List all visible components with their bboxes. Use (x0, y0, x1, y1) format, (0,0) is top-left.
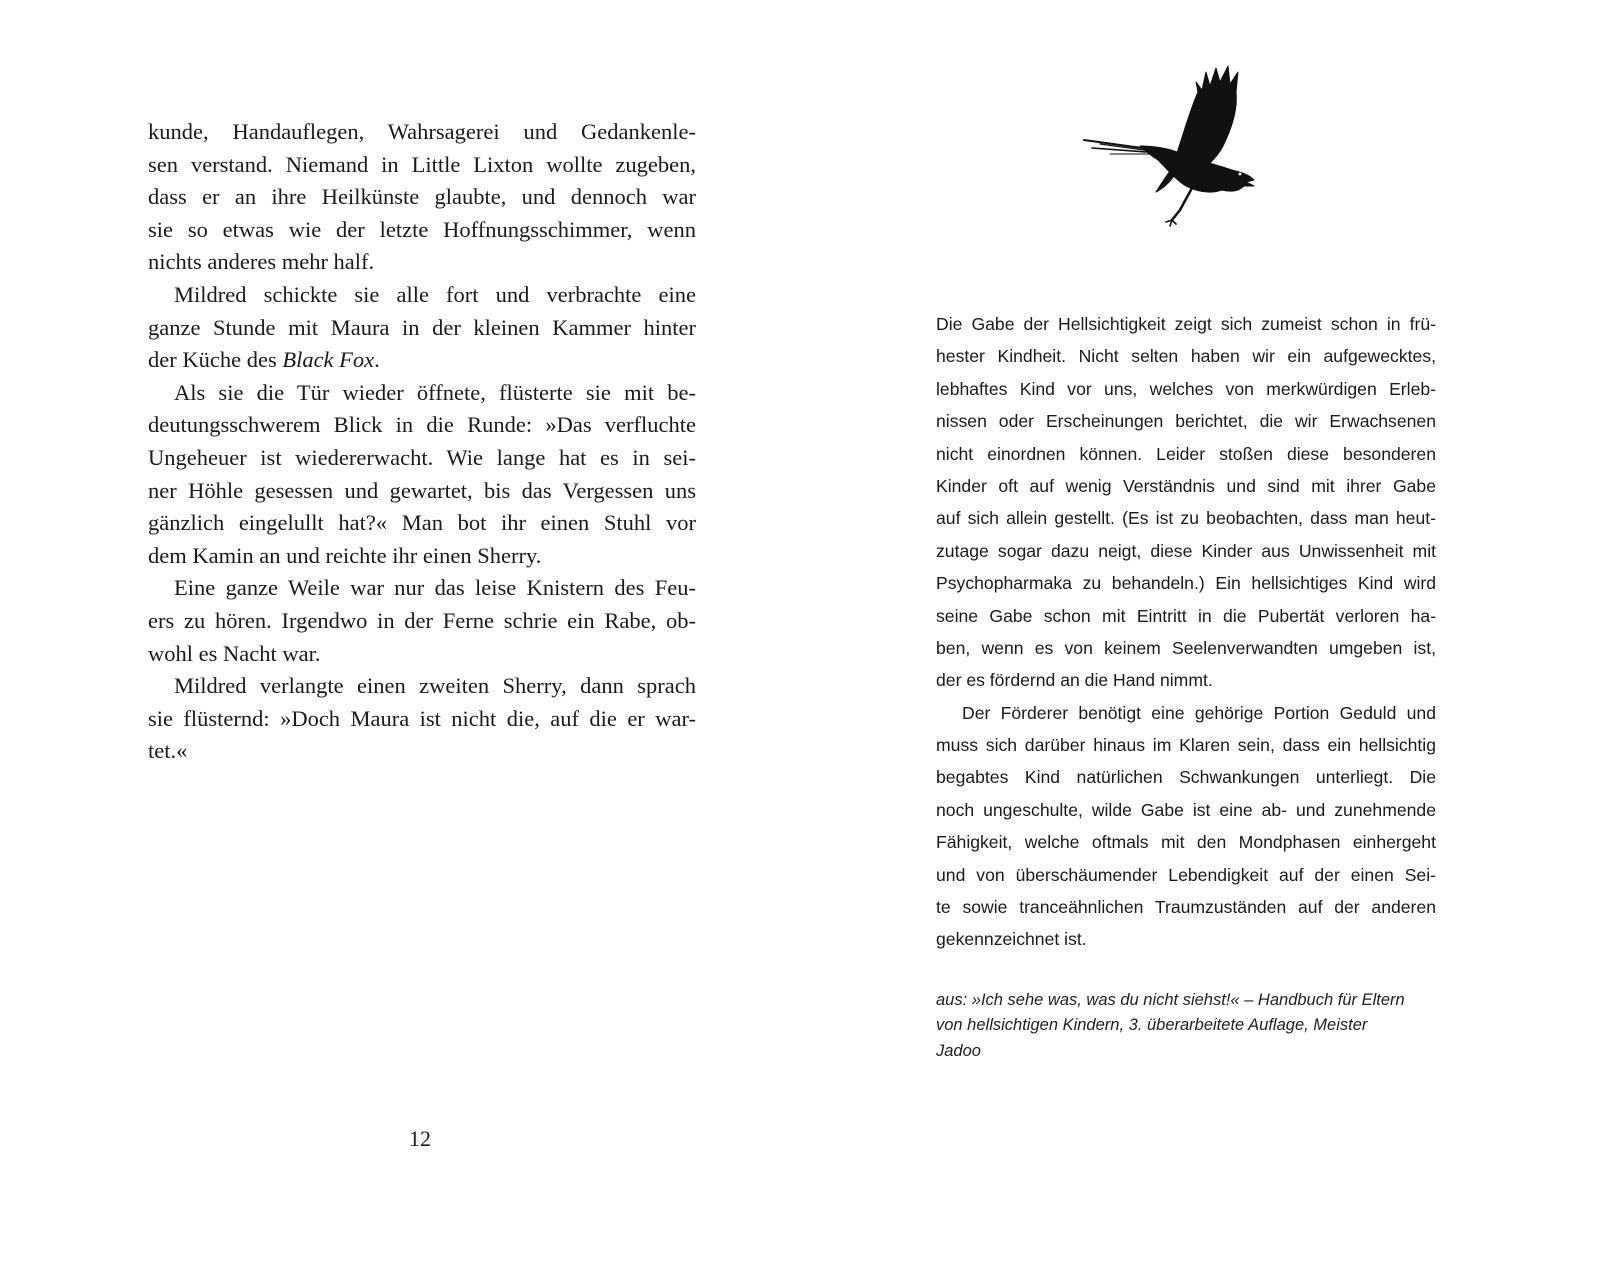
handbook-line: zutage sogar dazu neigt, diese Kinder aus Unwissenheit mit (936, 540, 1436, 561)
page-number: 12 (409, 1126, 431, 1151)
handbook-line: begabtes Kind natürlichen Schwankungen unterliegt. Die (936, 767, 1436, 788)
handbook-line: Die Gabe der Hellsichtigkeit zeigt sich zumeist schon in frü- (936, 314, 1436, 334)
story-line: Mildred schickte sie alle fort und verbrachte eine (174, 281, 696, 307)
handbook-line: muss sich darüber hinaus im Klaren sein, dass ein hellsichtig (936, 735, 1436, 756)
handbook-line: auf sich allein gestellt. (Es ist zu beobachten, dass man heut- (936, 508, 1436, 529)
story-line: sie so etwas wie der letzte Hoffnungsschimmer, wenn (148, 216, 696, 242)
source-line: Jadoo (936, 1041, 981, 1060)
story-line: Als sie die Tür wieder öffnete, flüsterte sie mit be- (174, 379, 696, 405)
story-line: sen verstand. Niemand in Little Lixton wollte zugeben, (148, 151, 696, 177)
handbook-line: lebhaftes Kind vor uns, welches von merkwürdigen Erleb- (936, 378, 1436, 399)
story-line: Eine ganze Weile war nur das leise Knistern des Feu- (174, 575, 696, 601)
story-line: dass er an ihre Heilkünste glaubte, und dennoch war (148, 184, 696, 210)
handbook-line: der es fördernd an die Hand nimmt. (936, 670, 1213, 691)
handbook-line: gekennzeichnet ist. (936, 929, 1087, 950)
pub-name-suffix: . (374, 347, 380, 373)
story-line: Ungeheuer ist wiedererwacht. Wie lange hat es in sei- (148, 444, 696, 470)
handbook-line: hester Kindheit. Nicht selten haben wir ein aufgewecktes, (936, 346, 1436, 367)
source-citation (936, 988, 1436, 1064)
story-line: kunde, Handauflegen, Wahrsagerei und Gedankenle- (148, 119, 696, 144)
handbook-line: und von überschäumender Lebendigkeit auf der einen Sei- (936, 864, 1436, 885)
story-line: gänzlich eingelullt hat?« Man bot ihr einen Stuhl vor (148, 510, 696, 536)
handbook-text (936, 308, 1436, 956)
handbook-line: noch ungeschulte, wilde Gabe ist eine ab- und zunehmende (936, 799, 1436, 820)
handbook-line: Fähigkeit, welche oftmals mit den Mondphasen einhergeht (936, 832, 1436, 853)
story-text (148, 116, 696, 768)
story-line: tet.« (148, 738, 188, 764)
story-line (148, 344, 696, 377)
story-line: sie flüsternd: »Doch Maura ist nicht die, auf die er war- (148, 705, 696, 731)
handbook-line: te sowie tranceähnlichen Traumzuständen auf der anderen (936, 897, 1436, 918)
handbook-line: Der Förderer benötigt eine gehörige Portion Geduld und (962, 702, 1436, 723)
source-line: aus: »Ich sehe was, was du nicht siehst!« – Handbuch für Eltern (936, 991, 1405, 1009)
source-line: von hellsichtigen Kindern, 3. überarbeitete Auflage, Meister (936, 1016, 1368, 1035)
story-line: ers zu hören. Irgendwo in der Ferne schrie ein Rabe, ob- (148, 607, 696, 633)
handbook-line: nicht einordnen können. Leider stoßen diese besonderen (936, 443, 1436, 464)
story-line: nichts anderes mehr half. (148, 249, 375, 275)
handbook-line: seine Gabe schon mit Eintritt in die Pubertät verloren ha- (936, 605, 1436, 626)
raven-icon (1080, 62, 1265, 232)
story-line: wohl es Nacht war. (148, 640, 321, 666)
story-line: dem Kamin an und reichte ihr einen Sherry. (148, 542, 542, 568)
handbook-line: nissen oder Erscheinungen berichtet, die wir Erwachsenen (936, 411, 1436, 432)
handbook-line: Kinder oft auf wenig Verständnis und sind mit ihrer Gabe (936, 475, 1436, 496)
handbook-line: ben, wenn es von keinem Seelenverwandten umgeben ist, (936, 637, 1436, 658)
story-line: deutungsschwerem Blick in die Runde: »Das verfluchte (148, 412, 696, 438)
handbook-line: Psychopharmaka zu behandeln.) Ein hellsichtiges Kind wird (936, 573, 1436, 594)
story-line: ganze Stunde mit Maura in der kleinen Kammer hinter (148, 314, 696, 340)
pub-name: Black Fox (282, 347, 375, 373)
story-line-text: der Küche des (148, 347, 283, 373)
story-line: ner Höhle gesessen und gewartet, bis das Vergessen uns (148, 477, 696, 503)
right-page (800, 0, 1600, 1274)
story-line: Mildred verlangte einen zweiten Sherry, dann sprach (174, 673, 696, 699)
